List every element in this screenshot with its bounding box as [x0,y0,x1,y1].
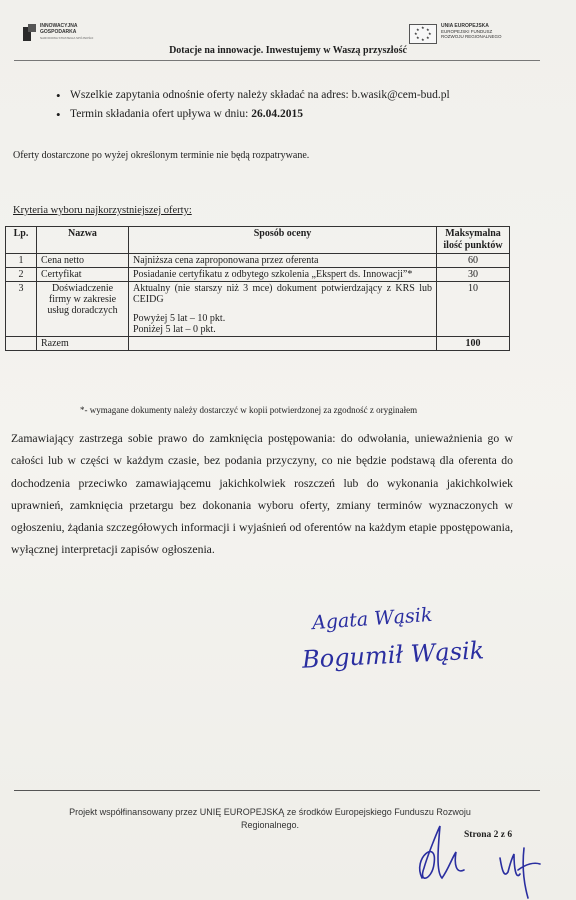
footer-divider [14,790,540,791]
signature-agata: Agata Wąsik [311,603,434,635]
right-logo-line3: ROZWOJU REGIONALNEGO [441,34,502,39]
header-method: Sposób oceny [129,227,437,254]
eu-flag-icon: ★ ★ ★ ★ ★ ★ ★ ★ [409,24,437,44]
total-empty-cell [6,337,37,351]
criteria-title: Kryteria wyboru najkorzystniejszej oferty: [13,205,192,216]
row-lp: 1 [6,254,37,268]
bullet-deadline [56,105,450,124]
total-label: Razem [37,337,129,351]
info-bullets [56,86,450,124]
left-logo-line2: GOSPODARKA [40,28,77,35]
table-row [6,282,510,337]
row-method: Aktualny (nie starszy niż 3 mce) dokument potwierdzający z KRS lub CEIDG [133,283,432,305]
row-points: 30 [437,268,510,282]
deadline-date: 26.04.2015 [251,108,303,120]
row-method: Najniższa cena zaproponowana przez oferenta [129,254,437,268]
left-logo-line1: INNOWACYJNA [40,23,78,29]
row-points: 60 [437,254,510,268]
header-name: Nazwa [37,227,129,254]
late-offers-note: Oferty dostarczone po wyżej określonym terminie nie będą rozpatrywane. [13,150,310,161]
bullet-contact-text: Wszelkie zapytania odnośnie oferty należy składać na adres: b.wasik@cem-bud.pl [70,89,450,101]
row-name: Doświadczenie firmy w zakresie usług doradczych [37,282,129,337]
innovative-economy-logo [23,24,93,42]
header-points: Maksymalna ilość punktów [437,227,510,254]
innovative-economy-logo-icon [23,24,36,41]
total-points: 100 [437,337,510,351]
page-number: Strona 2 z 6 [464,830,513,840]
right-logo-line2: EUROPEJSKI FUNDUSZ [441,29,493,34]
reservation-paragraph: Zamawiający zastrzega sobie prawo do zamknięcia postępowania: do odwołania, unieważnienia go w całości lub w części w każdym czasie, bez podania przyczyny, co nie będzie podstawą dla oferenta do dochodzenia przeciwko zamawiającemu jakichkolwiek roszczeń lub do wykonania jakichkolwiek uprawnień, zamknięcia przetargu bez dokonania wyboru oferty, zmiany terminów wyznaczonych w ogłoszeniu, żądania szczegółowych informacji i wyjaśnień od oferentów na każdym etapie ppostępowania, wyłącznej interpretacji zapisów ogłoszenia. [11,432,513,557]
initials-scribble [408,818,548,900]
header-lp: Lp. [6,227,37,254]
row-method: Posiadanie certyfikatu z odbytego szkolenia „Ekspert ds. Innowacji”* [129,268,437,282]
header-divider [14,60,540,61]
table-header-row [6,227,510,254]
row-lp: 3 [6,282,37,337]
row-lp: 2 [6,268,37,282]
bullet-contact [56,86,450,105]
footer-line2: Regionalnego. [240,820,300,830]
row-method-extra: Powyżej 5 lat – 10 pkt. [133,313,226,324]
bullet-deadline-text: Termin składania ofert upływa w dniu: [70,108,252,120]
table-total-row [6,337,510,351]
eu-logo [409,24,502,44]
total-empty-cell [129,337,437,351]
row-points: 10 [437,282,510,337]
row-name: Certyfikat [37,268,129,282]
row-method-cell [129,282,437,337]
row-method-extra: Poniżej 5 lat – 0 pkt. [133,324,216,335]
footer-line1: Projekt współfinansowany przez UNIĘ EUROPEJSKĄ ze środków Europejskiego Funduszu Rozwoju [69,807,471,817]
row-name: Cena netto [37,254,129,268]
footnote: *- wymagane dokumenty należy dostarczyć w kopii potwierdzonej za zgodność z oryginałem [80,405,418,415]
table-row [6,254,510,268]
table-row [6,268,510,282]
header-title: Dotacje na innowacje. Inwestujemy w Waszą przyszłość [169,45,407,56]
right-logo-line1: UNIA EUROPEJSKA [441,23,489,29]
signature-bogumil: Bogumił Wąsik [301,636,485,674]
left-logo-sub: NARODOWA STRATEGIA SPÓJNOŚCI [40,36,94,40]
criteria-table [5,226,510,351]
